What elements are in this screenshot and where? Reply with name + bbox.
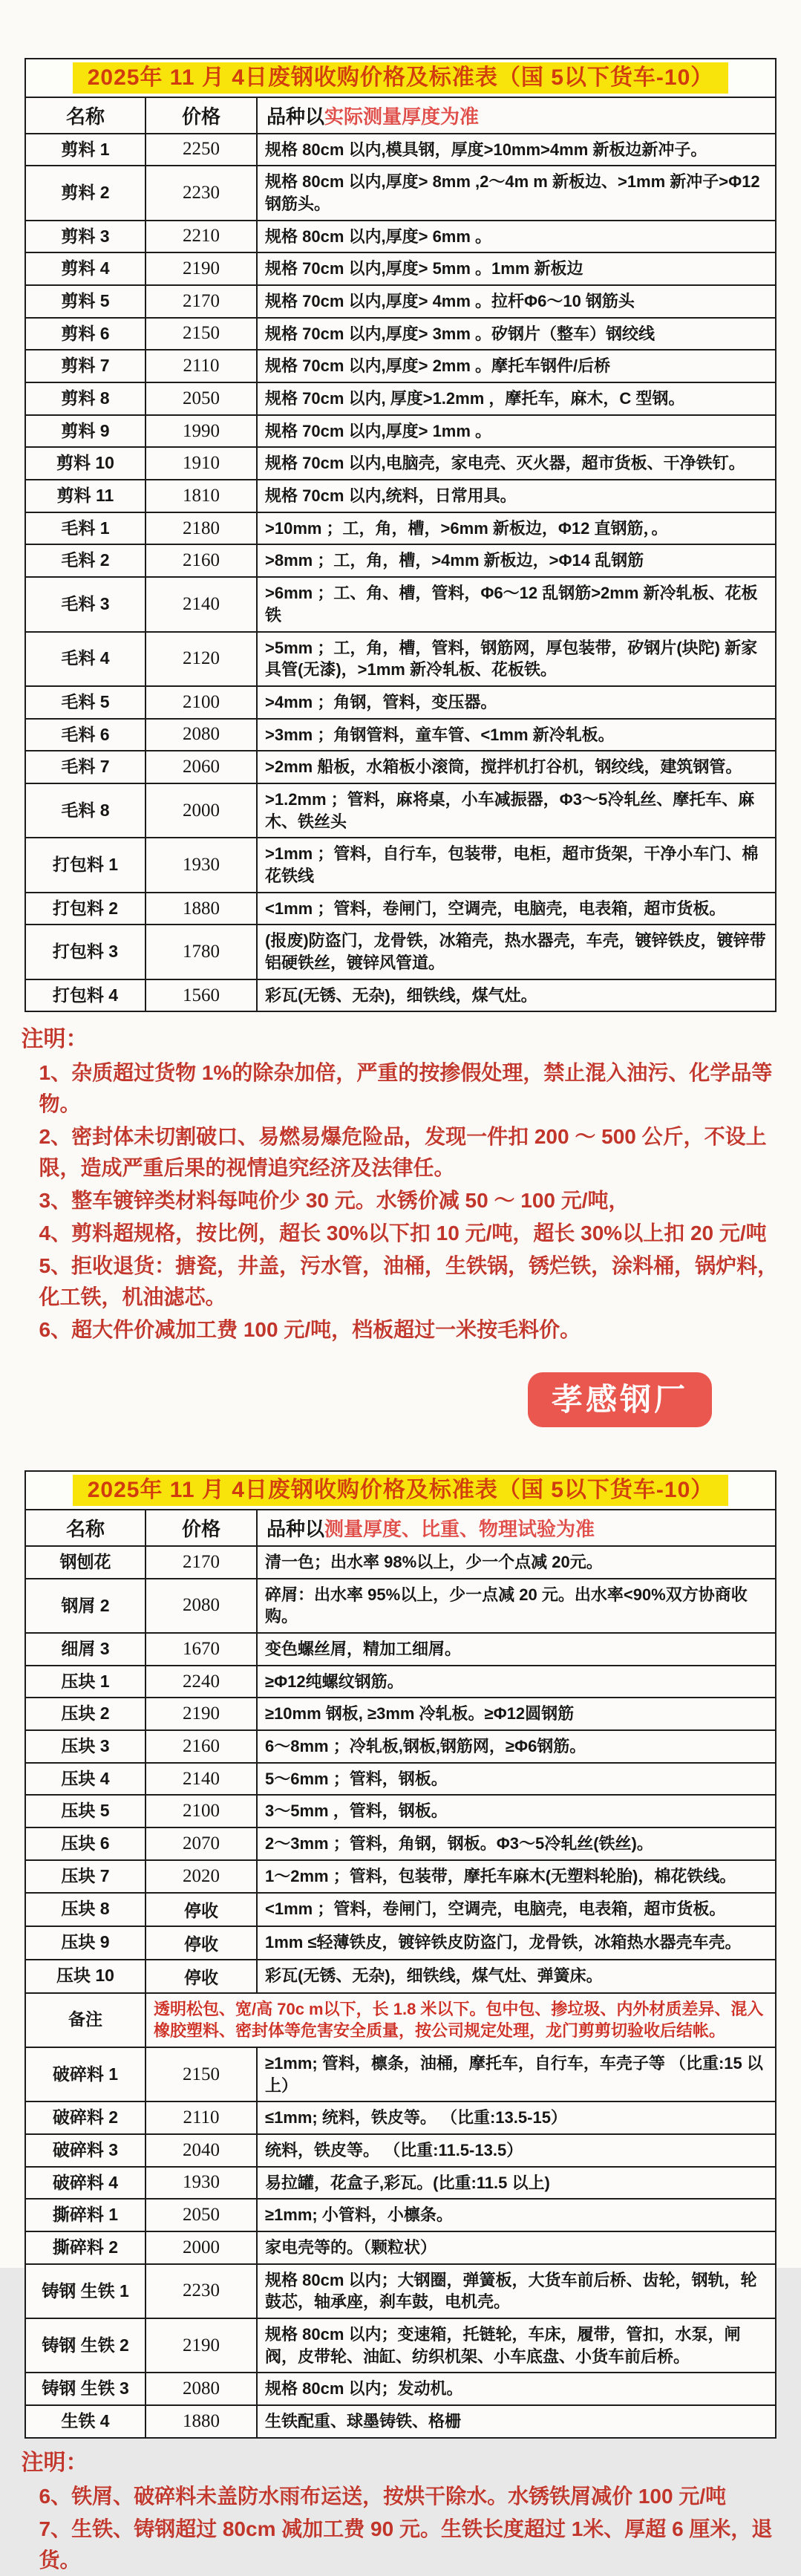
note-item: 5、拒收退货：搪瓷，井盖，污水管，油桶，生铁锅，锈烂铁，涂料桶，锅炉料，化工铁，机油滤芯。 bbox=[39, 1254, 779, 1309]
item-desc: ≥1mm; 管料，檩条，油桶，摩托车，自行车，车壳子等 （比重:15 以上） bbox=[257, 2047, 776, 2101]
table-row bbox=[25, 1860, 776, 1893]
item-name: 打包料 1 bbox=[25, 838, 146, 892]
item-name: 铸钢 生铁 2 bbox=[25, 2318, 146, 2373]
item-price: 1810 bbox=[146, 480, 257, 512]
table-row bbox=[25, 252, 776, 285]
item-price: 2230 bbox=[146, 2264, 257, 2318]
item-desc: >1mm ；管料，自行车，包装带，电柜，超市货架，干净小车门、棉花铁线 bbox=[257, 838, 776, 892]
item-price: 2150 bbox=[146, 2047, 257, 2101]
table-row bbox=[25, 1926, 776, 1960]
item-name: 毛料 8 bbox=[25, 783, 146, 838]
item-price: 2110 bbox=[146, 2101, 257, 2134]
table-row bbox=[25, 838, 776, 892]
table-row bbox=[25, 1960, 776, 1993]
item-name: 破碎料 1 bbox=[25, 2047, 146, 2101]
table-row bbox=[25, 166, 776, 220]
item-price: 2020 bbox=[146, 1860, 257, 1893]
factory-badge: 孝感钢厂 bbox=[528, 1372, 712, 1427]
item-price: 2000 bbox=[146, 783, 257, 838]
item-desc: >10mm ；工，角，槽，>6mm 新板边，Φ12 直钢筋，。 bbox=[257, 512, 776, 545]
item-name: 毛料 2 bbox=[25, 544, 146, 577]
item-price: 2160 bbox=[146, 544, 257, 577]
item-desc: 规格 80cm 以内；发动机。 bbox=[257, 2373, 776, 2405]
item-price: 2250 bbox=[146, 134, 257, 166]
item-desc: >3mm ；角钢管料，童车管、<1mm 新冷轧板。 bbox=[257, 719, 776, 751]
item-desc: 规格 70cm 以内, 厚度>1.2mm ，摩托车，麻木，C 型钢。 bbox=[257, 382, 776, 415]
item-name: 破碎料 2 bbox=[25, 2101, 146, 2134]
note-item: 4、剪料超规格，按比例，超长 30%以下扣 10 元/吨，超长 30%以上扣 20 元/吨 bbox=[39, 1222, 767, 1245]
notes-section-1 bbox=[22, 1023, 780, 1346]
table-row bbox=[25, 415, 776, 448]
item-name: 压块 6 bbox=[25, 1827, 146, 1860]
price-table-2 bbox=[24, 1470, 777, 2438]
item-desc: 规格 80cm 以内,厚度> 6mm 。 bbox=[257, 221, 776, 253]
item-desc: >8mm ；工，角，槽，>4mm 新板边，>Φ14 乱钢筋 bbox=[257, 544, 776, 577]
item-desc: 规格 80cm 以内；变速箱，托链轮，车床，履带，管扣，水泵，闸阀，皮带轮、油缸、纺织机架、小车底盘、小货车前后桥。 bbox=[257, 2318, 776, 2373]
item-name: 毛料 7 bbox=[25, 751, 146, 783]
item-price: 2140 bbox=[146, 1763, 257, 1796]
item-price: 2060 bbox=[146, 751, 257, 783]
item-name: 毛料 6 bbox=[25, 719, 146, 751]
item-desc: 彩瓦(无锈、无杂)，细铁线，煤气灶、弹簧床。 bbox=[257, 1960, 776, 1993]
table1-header-row bbox=[25, 97, 776, 134]
item-desc: <1mm ；管料，卷闸门，空调壳，电脑壳，电表箱，超市货板。 bbox=[257, 893, 776, 925]
table1-title: 2025年 11 月 4日废钢收购价格及标准表（国 5以下货车-10） bbox=[73, 62, 729, 94]
table2-col-name: 名称 bbox=[25, 1510, 146, 1546]
note-item: 2、密封体未切割破口、易燃易爆危险品，发现一件扣 200 ～ 500 公斤，不设上限，造成严重后果的视情追究经济及法律任。 bbox=[39, 1125, 767, 1180]
item-name: 生铁 4 bbox=[25, 2405, 146, 2438]
item-price: 2120 bbox=[146, 632, 257, 686]
table-row bbox=[25, 1666, 776, 1698]
badge-row bbox=[0, 1372, 801, 1427]
item-price: 2170 bbox=[146, 1546, 257, 1579]
item-desc: >5mm ；工，角，槽，管料，钢筋网，厚包装带，矽钢片(块陀) 新家具管(无漆)，>1mm 新冷轧板、花板铁。 bbox=[257, 632, 776, 686]
item-desc: 易拉罐，花盒子,彩瓦。(比重:11.5 以上) bbox=[257, 2167, 776, 2200]
table-row bbox=[25, 1993, 776, 2047]
item-price: 1670 bbox=[146, 1633, 257, 1666]
table-row bbox=[25, 2318, 776, 2373]
item-name: 钢刨花 bbox=[25, 1546, 146, 1579]
item-name: 剪料 1 bbox=[25, 134, 146, 166]
item-desc: (报废)防盗门，龙骨铁，冰箱壳，热水器壳，车壳，镀锌铁皮，镀锌带铝硬铁丝，镀锌风管道。 bbox=[257, 925, 776, 979]
table-row bbox=[25, 1633, 776, 1666]
item-desc: >6mm ；工、角、槽，管料，Φ6～12 乱钢筋>2mm 新冷轧板、花板铁 bbox=[257, 577, 776, 631]
item-name: 铸钢 生铁 3 bbox=[25, 2373, 146, 2405]
table-row bbox=[25, 1698, 776, 1730]
table-row bbox=[25, 979, 776, 1012]
table-row bbox=[25, 751, 776, 783]
item-desc: 规格 70cm 以内,电脑壳，家电壳、灭火器，超市货板、干净铁钉。 bbox=[257, 447, 776, 480]
item-name: 剪料 11 bbox=[25, 480, 146, 512]
item-price: 2170 bbox=[146, 285, 257, 318]
item-desc: 变色螺丝屑，精加工细屑。 bbox=[257, 1633, 776, 1666]
item-desc: 6～8mm ；冷轧板,钢板,钢筋网，≥Φ6钢筋。 bbox=[257, 1730, 776, 1763]
item-desc: 生铁配重、球墨铸铁、格栅 bbox=[257, 2405, 776, 2438]
table-row bbox=[25, 686, 776, 719]
item-name: 剪料 9 bbox=[25, 415, 146, 448]
item-desc: 清一色；出水率 98%以上，少一个点减 20元。 bbox=[257, 1546, 776, 1579]
item-name: 压块 9 bbox=[25, 1926, 146, 1960]
table1-title-row bbox=[25, 59, 776, 97]
item-price: 2080 bbox=[146, 1579, 257, 1633]
item-desc: ≤1mm; 统料，铁皮等。 （比重:13.5-15） bbox=[257, 2101, 776, 2134]
item-desc: 规格 80cm 以内,厚度> 8mm ,2～4m m 新板边、>1mm 新冲子>Φ12 钢筋头。 bbox=[257, 166, 776, 220]
desc-header-black: 品种以 bbox=[267, 1517, 325, 1540]
table-row bbox=[25, 1579, 776, 1633]
item-desc: 家电壳等的。（颗粒状） bbox=[257, 2231, 776, 2264]
table-row bbox=[25, 2231, 776, 2264]
table-row bbox=[25, 350, 776, 382]
item-desc: 规格 70cm 以内,厚度> 3mm 。矽钢片（整车）钢绞线 bbox=[257, 318, 776, 350]
item-desc: 彩瓦(无锈、无杂)，细铁线，煤气灶。 bbox=[257, 979, 776, 1012]
table-row bbox=[25, 2373, 776, 2405]
table-row bbox=[25, 577, 776, 631]
table-row bbox=[25, 2199, 776, 2231]
item-price: 2050 bbox=[146, 382, 257, 415]
table-row bbox=[25, 719, 776, 751]
item-name: 破碎料 3 bbox=[25, 2134, 146, 2167]
item-name: 毛料 4 bbox=[25, 632, 146, 686]
item-name: 毛料 1 bbox=[25, 512, 146, 545]
note-item: 6、超大件价减加工费 100 元/吨，档板超过一米按毛料价。 bbox=[39, 1318, 581, 1342]
table-row bbox=[25, 1795, 776, 1827]
item-price: 1880 bbox=[146, 893, 257, 925]
item-price: 2110 bbox=[146, 350, 257, 382]
item-name: 剪料 7 bbox=[25, 350, 146, 382]
note-item: 1、杂质超过货物 1%的除杂加倍，严重的按掺假处理，禁止混入油污、化学品等物。 bbox=[39, 1061, 773, 1116]
table-row bbox=[25, 925, 776, 979]
item-name: 破碎料 4 bbox=[25, 2167, 146, 2200]
item-name: 撕碎料 2 bbox=[25, 2231, 146, 2264]
item-desc: 规格 70cm 以内,厚度> 5mm 。1mm 新板边 bbox=[257, 252, 776, 285]
item-name: 剪料 3 bbox=[25, 221, 146, 253]
item-name: 剪料 8 bbox=[25, 382, 146, 415]
notes-section-2 bbox=[22, 2446, 780, 2576]
item-desc: 规格 70cm 以内,厚度> 2mm 。摩托车钢件/后桥 bbox=[257, 350, 776, 382]
table-row bbox=[25, 632, 776, 686]
item-desc: ≥1mm; 小管料，小檩条。 bbox=[257, 2199, 776, 2231]
item-desc: >1.2mm ；管料，麻将桌，小车减振器，Φ3～5冷轧丝、摩托车、麻木、铁丝头 bbox=[257, 783, 776, 838]
item-desc: 规格 70cm 以内,厚度> 1mm 。 bbox=[257, 415, 776, 448]
item-price: 2180 bbox=[146, 512, 257, 545]
item-price: 2190 bbox=[146, 1698, 257, 1730]
item-desc: >2mm 船板，水箱板小滚筒，搅拌机打谷机，钢绞线，建筑钢管。 bbox=[257, 751, 776, 783]
table-row bbox=[25, 512, 776, 545]
table1-col-name: 名称 bbox=[25, 97, 146, 134]
item-price: 1910 bbox=[146, 447, 257, 480]
note-item: 3、整车镀锌类材料每吨价少 30 元。水锈价减 50 ～ 100 元/吨， bbox=[39, 1189, 630, 1213]
table-row bbox=[25, 783, 776, 838]
item-price: 2070 bbox=[146, 1827, 257, 1860]
table-row bbox=[25, 1546, 776, 1579]
table-row bbox=[25, 2134, 776, 2167]
table-row bbox=[25, 382, 776, 415]
item-name: 剪料 5 bbox=[25, 285, 146, 318]
item-name: 压块 3 bbox=[25, 1730, 146, 1763]
item-price: 2210 bbox=[146, 221, 257, 253]
item-name: 细屑 3 bbox=[25, 1633, 146, 1666]
item-name: 压块 8 bbox=[25, 1893, 146, 1926]
item-price: 1880 bbox=[146, 2405, 257, 2438]
table-row bbox=[25, 285, 776, 318]
item-desc: 统料，铁皮等。 （比重:11.5-13.5） bbox=[257, 2134, 776, 2167]
table2-header-row bbox=[25, 1510, 776, 1546]
item-price: 2080 bbox=[146, 2373, 257, 2405]
table2-col-desc bbox=[257, 1510, 776, 1546]
table-row bbox=[25, 2167, 776, 2200]
item-price: 1560 bbox=[146, 979, 257, 1012]
remark-text: 透明松包、宽/高 70c m以下，长 1.8 米以下。包中包、掺垃圾、内外材质差异、混入橡胶塑料、密封体等危害安全质量，按公司规定处理，龙门剪剪切验收后结帐。 bbox=[146, 1993, 776, 2047]
item-price: 停收 bbox=[146, 1893, 257, 1926]
desc-header-black: 品种以 bbox=[267, 105, 325, 128]
item-desc: 规格 70cm 以内,统料，日常用具。 bbox=[257, 480, 776, 512]
table-row bbox=[25, 2405, 776, 2438]
item-desc: 1mm ≤轻薄铁皮，镀锌铁皮防盗门，龙骨铁，冰箱热水器壳车壳。 bbox=[257, 1926, 776, 1960]
item-price: 2080 bbox=[146, 719, 257, 751]
item-price: 2230 bbox=[146, 166, 257, 220]
table-row bbox=[25, 1893, 776, 1926]
table-row bbox=[25, 2264, 776, 2318]
table-row bbox=[25, 447, 776, 480]
item-name: 压块 4 bbox=[25, 1763, 146, 1796]
table1-col-price: 价格 bbox=[146, 97, 257, 134]
item-name: 打包料 3 bbox=[25, 925, 146, 979]
table2-title: 2025年 11 月 4日废钢收购价格及标准表（国 5以下货车-10） bbox=[73, 1475, 729, 1506]
item-price: 2050 bbox=[146, 2199, 257, 2231]
item-name: 压块 7 bbox=[25, 1860, 146, 1893]
note-item: 7、生铁、铸钢超过 80cm 减加工费 90 元。生铁长度超过 1米、厚超 6 厘米，退货。 bbox=[39, 2517, 773, 2572]
item-price: 2240 bbox=[146, 1666, 257, 1698]
item-name: 剪料 10 bbox=[25, 447, 146, 480]
item-desc: 2～3mm ；管料，角钢，钢板。Φ3～5冷轧丝(铁丝)。 bbox=[257, 1827, 776, 1860]
item-name: 压块 10 bbox=[25, 1960, 146, 1993]
item-price: 2000 bbox=[146, 2231, 257, 2264]
item-desc: ≥10mm 钢板, ≥3mm 冷轧板。≥Φ12圆钢筋 bbox=[257, 1698, 776, 1730]
item-price: 2190 bbox=[146, 2318, 257, 2373]
item-name: 钢屑 2 bbox=[25, 1579, 146, 1633]
table1-col-desc bbox=[257, 97, 776, 134]
item-desc: 1～2mm ；管料，包装带，摩托车麻木(无塑料轮胎)，棉花铁线。 bbox=[257, 1860, 776, 1893]
item-name: 压块 2 bbox=[25, 1698, 146, 1730]
table-row bbox=[25, 2101, 776, 2134]
table-row bbox=[25, 480, 776, 512]
table-row bbox=[25, 1730, 776, 1763]
item-price: 1930 bbox=[146, 838, 257, 892]
item-price: 停收 bbox=[146, 1960, 257, 1993]
item-name: 毛料 5 bbox=[25, 686, 146, 719]
item-desc: <1mm ；管料，卷闸门，空调壳，电脑壳，电表箱，超市货板。 bbox=[257, 1893, 776, 1926]
table2-title-row bbox=[25, 1471, 776, 1510]
table-row bbox=[25, 1763, 776, 1796]
item-desc: >4mm ；角钢，管料，变压器。 bbox=[257, 686, 776, 719]
table-row bbox=[25, 318, 776, 350]
item-name: 备注 bbox=[25, 1993, 146, 2047]
table-row bbox=[25, 2047, 776, 2101]
item-desc: ≥Φ12纯螺纹钢筋。 bbox=[257, 1666, 776, 1698]
item-name: 毛料 3 bbox=[25, 577, 146, 631]
item-desc: 规格 80cm 以内,模具钢，厚度>10mm>4mm 新板边新冲子。 bbox=[257, 134, 776, 166]
notes1-label: 注明： bbox=[21, 1027, 88, 1052]
item-desc: 5～6mm ；管料，钢板。 bbox=[257, 1763, 776, 1796]
item-price: 2150 bbox=[146, 318, 257, 350]
table-row bbox=[25, 1827, 776, 1860]
item-price: 1930 bbox=[146, 2167, 257, 2200]
item-name: 压块 1 bbox=[25, 1666, 146, 1698]
note-item: 6、铁屑、破碎料未盖防水雨布运送，按烘干除水。水锈铁屑减价 100 元/吨 bbox=[39, 2484, 727, 2508]
item-desc: 规格 80cm 以内；大钢圈，弹簧板，大货车前后桥、齿轮，钢轨，轮鼓芯，轴承座，刹车鼓，电机壳。 bbox=[257, 2264, 776, 2318]
item-price: 2140 bbox=[146, 577, 257, 631]
item-name: 剪料 6 bbox=[25, 318, 146, 350]
item-price: 2160 bbox=[146, 1730, 257, 1763]
item-price: 2100 bbox=[146, 686, 257, 719]
notes2-label: 注明： bbox=[21, 2450, 88, 2475]
table2-col-price: 价格 bbox=[146, 1510, 257, 1546]
item-name: 打包料 4 bbox=[25, 979, 146, 1012]
item-price: 2100 bbox=[146, 1795, 257, 1827]
item-name: 铸钢 生铁 1 bbox=[25, 2264, 146, 2318]
table-row bbox=[25, 544, 776, 577]
item-name: 剪料 4 bbox=[25, 252, 146, 285]
item-name: 撕碎料 1 bbox=[25, 2199, 146, 2231]
item-name: 打包料 2 bbox=[25, 893, 146, 925]
desc-header-red: 测量厚度、比重、物理试验为准 bbox=[324, 1517, 595, 1540]
item-price: 2190 bbox=[146, 252, 257, 285]
item-price: 停收 bbox=[146, 1926, 257, 1960]
item-desc: 规格 70cm 以内,厚度> 4mm 。拉杆Φ6～10 钢筋头 bbox=[257, 285, 776, 318]
item-name: 剪料 2 bbox=[25, 166, 146, 220]
desc-header-red: 实际测量厚度为准 bbox=[324, 105, 480, 128]
item-desc: 碎屑：出水率 95%以上，少一点减 20 元。出水率<90%双方协商收购。 bbox=[257, 1579, 776, 1633]
price-table-1 bbox=[24, 58, 777, 1012]
item-price: 2040 bbox=[146, 2134, 257, 2167]
item-price: 1990 bbox=[146, 415, 257, 448]
table-row bbox=[25, 221, 776, 253]
table-row bbox=[25, 893, 776, 925]
item-price: 1780 bbox=[146, 925, 257, 979]
item-desc: 3～5mm ，管料，钢板。 bbox=[257, 1795, 776, 1827]
table-row bbox=[25, 134, 776, 166]
item-name: 压块 5 bbox=[25, 1795, 146, 1827]
